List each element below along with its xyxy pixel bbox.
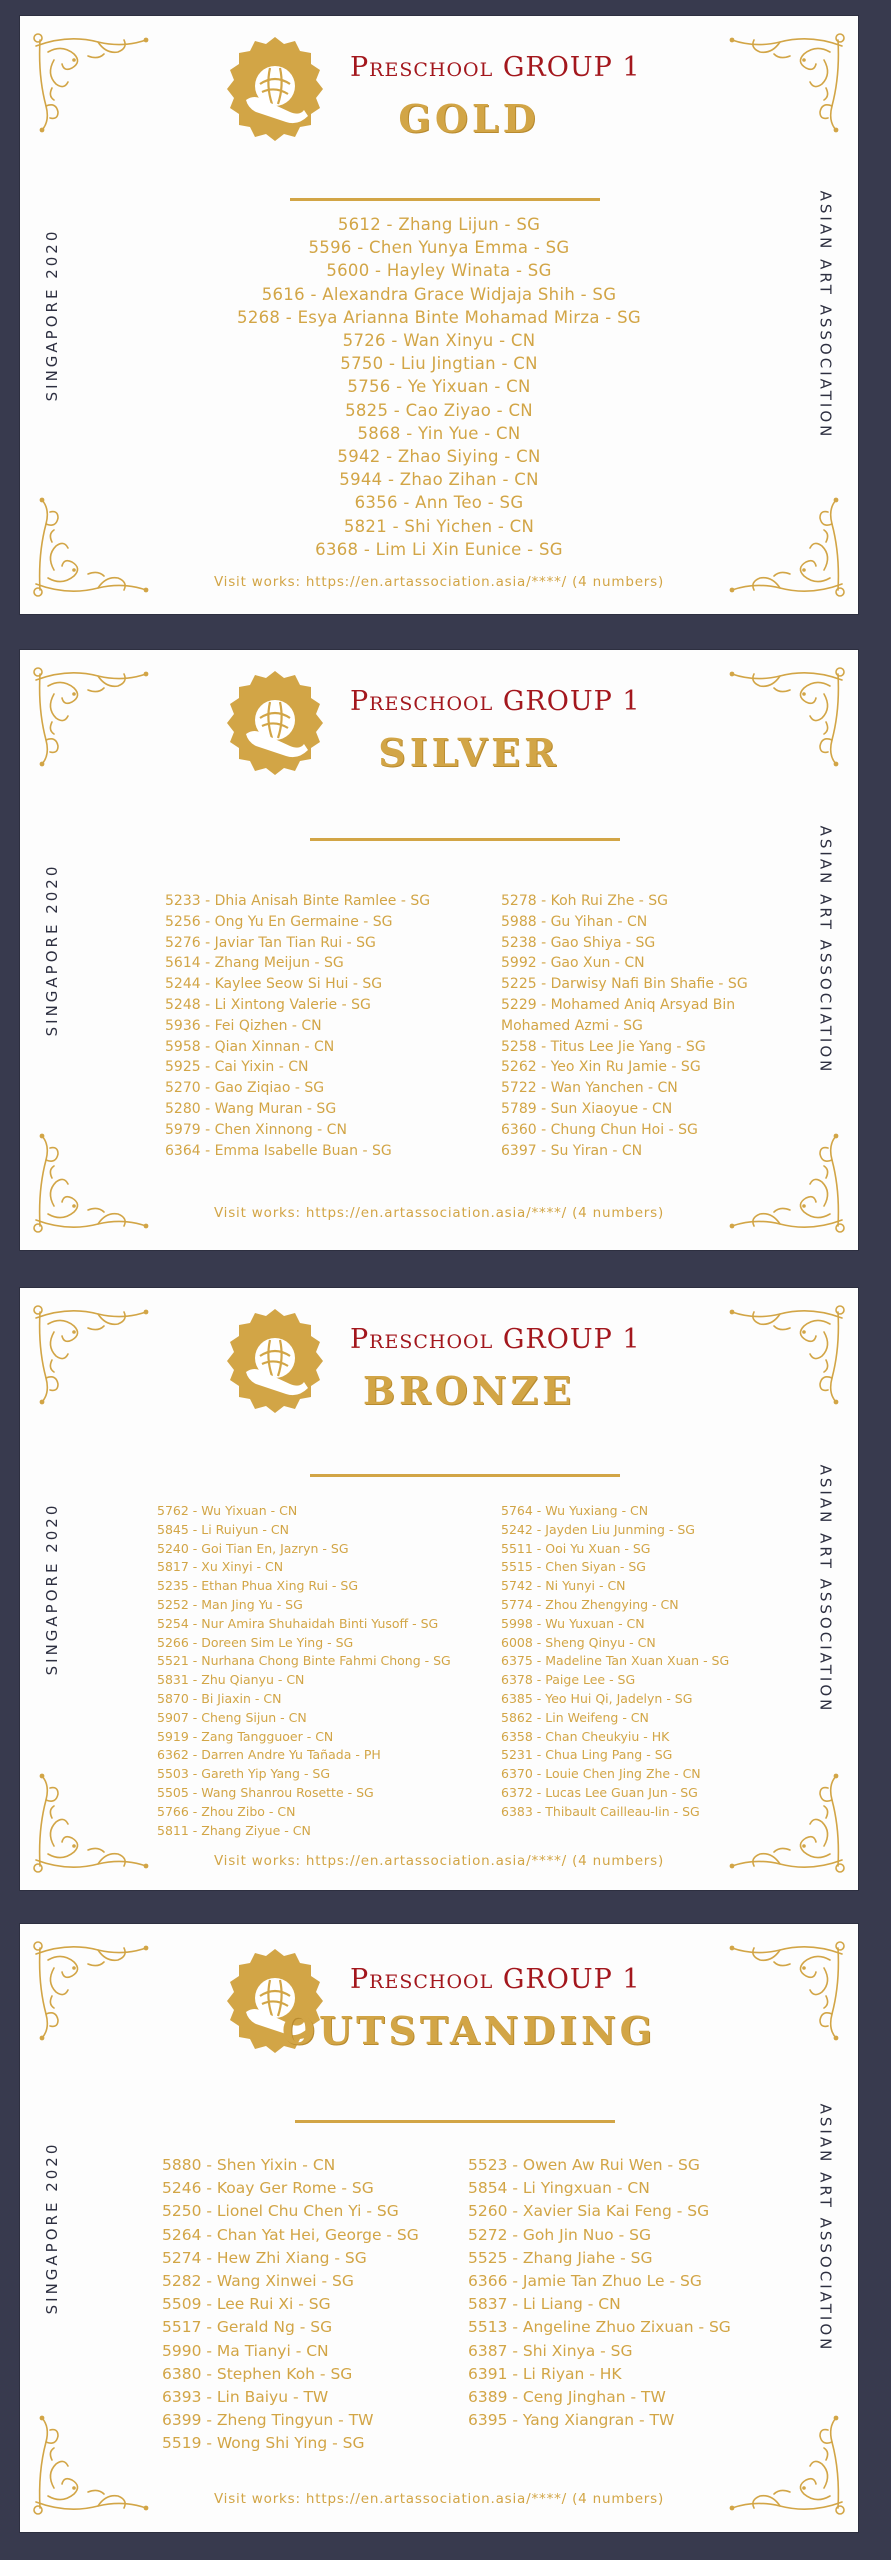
list-item: 5238 - Gao Shiya - SG (501, 934, 656, 951)
side-label-right: ASIAN ART ASSOCIATION (817, 825, 835, 1075)
side-label-left: SINGAPORE 2020 (43, 1502, 61, 1676)
list-item: 5229 - Mohamed Aniq Arsyad Bin (501, 996, 736, 1013)
list-item: 5756 - Ye Yixuan - CN (347, 377, 531, 397)
list-item: 5811 - Zhang Ziyue - CN (157, 1822, 311, 1838)
certificate-panel-bronze (0, 1280, 891, 1920)
list-item: 5944 - Zhao Zihan - CN (339, 470, 539, 490)
list-item: 5616 - Alexandra Grace Widjaja Shih - SG (261, 284, 617, 304)
award-title: OUTSTANDING (281, 2008, 657, 2053)
entry-list-left (165, 891, 430, 1161)
list-item: 5764 - Wu Yuxiang - CN (501, 1503, 649, 1518)
side-label-right: ASIAN ART ASSOCIATION (817, 1464, 835, 1714)
side-label-left: SINGAPORE 2020 (43, 228, 61, 402)
list-item: 5990 - Ma Tianyi - CN (162, 2341, 329, 2360)
side-label-right: ASIAN ART ASSOCIATION (817, 2103, 835, 2353)
entry-list (20, 213, 858, 561)
entry-list-left (157, 1502, 451, 1840)
entry-list-left (162, 2154, 419, 2456)
list-item: 6358 - Chan Cheukyiu - HK (501, 1728, 670, 1744)
divider (295, 2120, 615, 2123)
certificate-card (20, 16, 858, 614)
list-item: 5936 - Fei Qizhen - CN (165, 1017, 322, 1034)
list-item: 6378 - Paige Lee - SG (501, 1672, 636, 1688)
list-item: 5262 - Yeo Xin Ru Jamie - SG (501, 1059, 701, 1076)
list-item: 6372 - Lucas Lee Guan Jun - SG (501, 1784, 698, 1800)
list-item: 5258 - Titus Lee Jie Yang - SG (501, 1038, 706, 1055)
list-item: 5511 - Ooi Yu Xuan - SG (501, 1540, 651, 1556)
list-item: 5817 - Xu Xinyi - CN (157, 1559, 284, 1575)
list-item: 5837 - Li Liang - CN (468, 2295, 621, 2314)
divider (310, 1474, 620, 1477)
list-item: 5517 - Gerald Ng - SG (162, 2318, 333, 2337)
side-label-left: SINGAPORE 2020 (43, 863, 61, 1037)
list-item: 6368 - Lim Li Xin Eunice - SG (315, 539, 563, 559)
list-item: 5992 - Gao Xun - CN (501, 955, 645, 972)
list-item: 5722 - Wan Yanchen - CN (501, 1080, 678, 1097)
list-item: 5988 - Gu Yihan - CN (501, 913, 648, 930)
list-item: 5274 - Hew Zhi Xiang - SG (162, 2248, 367, 2267)
list-item: 5235 - Ethan Phua Xing Rui - SG (157, 1578, 359, 1594)
list-item: 6366 - Jamie Tan Zhuo Le - SG (468, 2272, 702, 2291)
list-item: 5979 - Chen Xinnong - CN (165, 1121, 347, 1138)
list-item: 5845 - Li Ruiyun - CN (157, 1521, 289, 1537)
list-item: 5282 - Wang Xinwei - SG (162, 2272, 354, 2291)
certificate-header (20, 668, 858, 788)
list-item: 6360 - Chung Chun Hoi - SG (501, 1121, 698, 1138)
visit-works-note: Visit works: https://en.artassociation.asia/****/ (4 numbers) (213, 1205, 665, 1221)
list-item: 5998 - Wu Yuxuan - CN (501, 1615, 645, 1631)
list-item: 5774 - Zhou Zhengying - CN (501, 1596, 679, 1612)
list-item: 6375 - Madeline Tan Xuan Xuan - SG (501, 1653, 730, 1669)
certificate-header (20, 1946, 858, 2066)
list-item: 5505 - Wang Shanrou Rosette - SG (157, 1784, 374, 1800)
list-item: 5513 - Angeline Zhuo Zixuan - SG (468, 2318, 731, 2337)
list-item: 5233 - Dhia Anisah Binte Ramlee - SG (165, 893, 431, 909)
list-item: 6356 - Ann Teo - SG (354, 493, 524, 513)
list-item: 5270 - Gao Ziqiao - SG (165, 1080, 325, 1097)
list-item: 5762 - Wu Yixuan - CN (157, 1503, 298, 1518)
list-item: 6383 - Thibault Cailleau-lin - SG (501, 1803, 700, 1819)
list-item: 6008 - Sheng Qinyu - CN (501, 1634, 656, 1650)
list-item: 6399 - Zheng Tingyun - TW (162, 2411, 374, 2430)
list-item: 5240 - Goi Tian En, Jazryn - SG (157, 1540, 349, 1556)
award-title: SILVER (378, 730, 560, 775)
list-item: 5919 - Zang Tangguoer - CN (157, 1728, 334, 1744)
list-item: 5254 - Nur Amira Shuhaidah Binti Yusoff - SG (157, 1615, 439, 1631)
entry-list-right (501, 891, 748, 1161)
divider (290, 198, 600, 201)
list-item: 6389 - Ceng Jinghan - TW (468, 2388, 666, 2407)
visit-works-note: Visit works: https://en.artassociation.asia/****/ (4 numbers) (213, 574, 665, 590)
list-item: 5268 - Esya Arianna Binte Mohamad Mirza - SG (237, 307, 641, 327)
side-label-right: ASIAN ART ASSOCIATION (817, 190, 835, 440)
list-item: 5614 - Zhang Meijun - SG (165, 955, 344, 972)
list-item: 5525 - Zhang Jiahe - SG (468, 2248, 653, 2267)
list-item: 5523 - Owen Aw Rui Wen - SG (468, 2156, 700, 2174)
list-item: 5862 - Lin Weifeng - CN (501, 1709, 649, 1725)
list-item: 5248 - Li Xintong Valerie - SG (165, 996, 371, 1013)
list-item: 6370 - Louie Chen Jing Zhe - CN (501, 1766, 701, 1782)
list-item: 5825 - Cao Ziyao - CN (345, 400, 533, 420)
group-title: Preschool GROUP 1 (350, 686, 641, 717)
list-item: 5256 - Ong Yu En Germaine - SG (165, 913, 393, 930)
list-item: 5831 - Zhu Qianyu - CN (157, 1672, 305, 1688)
award-title: GOLD (398, 96, 540, 141)
list-item: 5726 - Wan Xinyu - CN (342, 331, 536, 351)
side-label-left: SINGAPORE 2020 (43, 2141, 61, 2315)
list-item: 6397 - Su Yiran - CN (501, 1142, 643, 1159)
list-item: 5509 - Lee Rui Xi - SG (162, 2295, 331, 2314)
list-item: 5250 - Lionel Chu Chen Yi - SG (162, 2202, 399, 2221)
list-item: 5246 - Koay Ger Rome - SG (162, 2179, 374, 2198)
list-item: 5272 - Goh Jin Nuo - SG (468, 2225, 651, 2244)
list-item: 5750 - Liu Jingtian - CN (340, 354, 538, 374)
list-item: 5742 - Ni Yunyi - CN (501, 1578, 626, 1594)
list-item: 6385 - Yeo Hui Qi, Jadelyn - SG (501, 1690, 693, 1706)
list-item: 5231 - Chua Ling Pang - SG (501, 1747, 673, 1763)
list-item: 5880 - Shen Yixin - CN (162, 2156, 336, 2174)
entry-list-right (501, 1502, 729, 1822)
list-item: 5266 - Doreen Sim Le Ying - SG (157, 1634, 354, 1650)
group-title: Preschool GROUP 1 (350, 52, 641, 83)
award-title: BRONZE (362, 1368, 576, 1413)
list-item: 5868 - Yin Yue - CN (357, 423, 521, 443)
list-item: 5958 - Qian Xinnan - CN (165, 1038, 335, 1055)
list-item: 5242 - Jayden Liu Junming - SG (501, 1521, 695, 1537)
list-item: 5515 - Chen Siyan - SG (501, 1559, 646, 1575)
list-item: 5870 - Bi Jiaxin - CN (157, 1690, 282, 1706)
certificate-card (20, 650, 858, 1250)
certificate-card (20, 1288, 858, 1890)
list-item: 6393 - Lin Baiyu - TW (162, 2388, 329, 2407)
group-title: Preschool GROUP 1 (350, 1324, 641, 1355)
list-item: 6395 - Yang Xiangran - TW (468, 2411, 675, 2430)
certificate-header (20, 34, 858, 154)
list-item: 5244 - Kaylee Seow Si Hui - SG (165, 976, 383, 993)
list-item: 5278 - Koh Rui Zhe - SG (501, 893, 669, 909)
divider (310, 838, 620, 841)
list-item: 5854 - Li Yingxuan - CN (468, 2179, 650, 2198)
visit-works-note: Visit works: https://en.artassociation.asia/****/ (4 numbers) (213, 1853, 665, 1869)
list-item: 5521 - Nurhana Chong Binte Fahmi Chong - SG (157, 1653, 451, 1669)
list-item: Mohamed Azmi - SG (501, 1017, 643, 1034)
certificate-panel-gold (0, 0, 891, 640)
list-item: 5907 - Cheng Sijun - CN (157, 1709, 307, 1725)
list-item: 5942 - Zhao Siying - CN (337, 447, 541, 467)
list-item: 5276 - Javiar Tan Tian Rui - SG (165, 934, 376, 951)
certificate-header (20, 1306, 858, 1426)
list-item: 5264 - Chan Yat Hei, George - SG (162, 2225, 419, 2244)
list-item: 5225 - Darwisy Nafi Bin Shafie - SG (501, 976, 748, 993)
list-item: 5766 - Zhou Zibo - CN (157, 1803, 296, 1819)
certificate-panel-silver (0, 640, 891, 1280)
group-title: Preschool GROUP 1 (350, 1964, 641, 1995)
list-item: 5821 - Shi Yichen - CN (343, 516, 535, 536)
certificate-card (20, 1924, 858, 2532)
list-item: 6387 - Shi Xinya - SG (468, 2341, 633, 2360)
list-item: 5612 - Zhang Lijun - SG (337, 215, 541, 234)
list-item: 5600 - Hayley Winata - SG (326, 261, 552, 281)
list-item: 5596 - Chen Yunya Emma - SG (308, 238, 570, 258)
list-item: 5789 - Sun Xiaoyue - CN (501, 1100, 673, 1117)
list-item: 5925 - Cai Yixin - CN (165, 1059, 309, 1076)
list-item: 6391 - Li Riyan - HK (468, 2364, 622, 2383)
visit-works-note: Visit works: https://en.artassociation.asia/****/ (4 numbers) (213, 2491, 665, 2507)
list-item: 5503 - Gareth Yip Yang - SG (157, 1766, 331, 1782)
list-item: 5519 - Wong Shi Ying - SG (162, 2434, 365, 2453)
list-item: 5280 - Wang Muran - SG (165, 1100, 337, 1117)
list-item: 5252 - Man Jing Yu - SG (157, 1596, 303, 1612)
list-item: 6380 - Stephen Koh - SG (162, 2364, 353, 2383)
certificate-panel-outstanding (0, 1920, 891, 2560)
entry-list-right (468, 2154, 731, 2432)
list-item: 6364 - Emma Isabelle Buan - SG (165, 1142, 392, 1159)
list-item: 6362 - Darren Andre Yu Tañada - PH (157, 1747, 381, 1763)
list-item: 5260 - Xavier Sia Kai Feng - SG (468, 2202, 710, 2221)
